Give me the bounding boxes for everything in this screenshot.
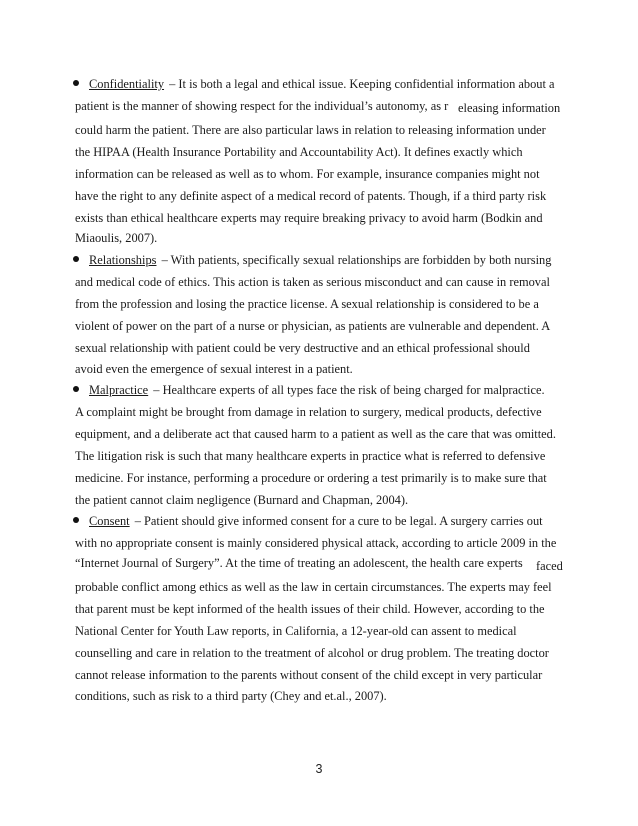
paragraph-line: conditions, such as risk to a third party (Chey and et.al., 2007). bbox=[75, 689, 387, 703]
paragraph-line: could harm the patient. There are also particular laws in relation to releasing information under bbox=[75, 123, 546, 137]
line-text: – It is both a legal and ethical issue. Keeping confidential information about a bbox=[166, 77, 555, 91]
section-term: Consent bbox=[89, 514, 130, 528]
paragraph-line: cannot release information to the parents without consent of the child except in very particular bbox=[75, 668, 543, 682]
page-number: 3 bbox=[315, 762, 323, 776]
paragraph-line bbox=[75, 78, 555, 90]
paragraph-line: The litigation risk is such that many healthcare experts in practice what is referred to defensive bbox=[75, 449, 546, 463]
paragraph-line bbox=[75, 254, 551, 266]
section-term: Relationships bbox=[89, 253, 157, 267]
paragraph-line bbox=[75, 384, 545, 396]
paragraph-line: A complaint might be brought from damage in relation to surgery, medical products, defective bbox=[75, 405, 542, 419]
paragraph-line: have the right to any definite aspect of a medical record of patents. Though, if a third party risk bbox=[75, 189, 547, 203]
paragraph-line: National Center for Youth Law reports, in California, a 12-year-old can assent to medical bbox=[75, 624, 517, 638]
paragraph-line: medicine. For instance, performing a procedure or ordering a test primarily is to make sure that bbox=[75, 471, 547, 485]
displaced-text-fragment: eleasing information bbox=[458, 101, 561, 115]
displaced-text-fragment: faced bbox=[536, 559, 563, 573]
paragraph-line: and medical code of ethics. This action is taken as serious misconduct and can cause in removal bbox=[75, 275, 550, 289]
paragraph-line: avoid even the emergence of sexual interest in a patient. bbox=[75, 362, 353, 376]
line-text: – Patient should give informed consent for a cure to be legal. A surgery carries out bbox=[131, 514, 543, 528]
paragraph-line: exists than ethical healthcare experts may require breaking privacy to avoid harm (Bodkin and bbox=[75, 211, 543, 225]
section-term: Confidentiality bbox=[89, 77, 165, 91]
paragraph-line: counselling and care in relation to the treatment of alcohol or drug problem. The treating doctor bbox=[75, 646, 549, 660]
paragraph-line: “Internet Journal of Surgery”. At the time of treating an adolescent, the health care experts bbox=[75, 556, 523, 570]
paragraph-line: Miaoulis, 2007). bbox=[75, 231, 158, 245]
paragraph-line: patient is the manner of showing respect for the individual’s autonomy, as r bbox=[75, 99, 449, 113]
paragraph-line: the HIPAA (Health Insurance Portability and Accountability Act). It defines exactly which bbox=[75, 145, 523, 159]
line-text: – With patients, specifically sexual relationships are forbidden by both nursing bbox=[158, 253, 552, 267]
paragraph-line: equipment, and a deliberate act that caused harm to a patient as well as the care that was omitted. bbox=[75, 427, 556, 441]
paragraph-line: that parent must be kept informed of the health issues of their child. However, according to the bbox=[75, 602, 545, 616]
section-term: Malpractice bbox=[89, 383, 149, 397]
paragraph-line: probable conflict among ethics as well as the law in certain circumstances. The experts may feel bbox=[75, 580, 552, 594]
line-text: – Healthcare experts of all types face the risk of being charged for malpractice. bbox=[150, 383, 545, 397]
paragraph-line: sexual relationship with patient could be very destructive and an ethical professional should bbox=[75, 341, 530, 355]
paragraph-line: violent of power on the part of a nurse or physician, as patients are vulnerable and dependent. A bbox=[75, 319, 551, 333]
paragraph-line: information can be released as well as to whom. For example, insurance companies might not bbox=[75, 167, 540, 181]
paragraph-line bbox=[75, 515, 543, 527]
paragraph-line: from the profession and losing the practice license. A sexual relationship is considered to be a bbox=[75, 297, 539, 311]
paragraph-line: the patient cannot claim negligence (Burnard and Chapman, 2004). bbox=[75, 493, 409, 507]
paragraph-line: with no appropriate consent is mainly considered physical attack, according to article 2009 in the bbox=[75, 536, 557, 550]
